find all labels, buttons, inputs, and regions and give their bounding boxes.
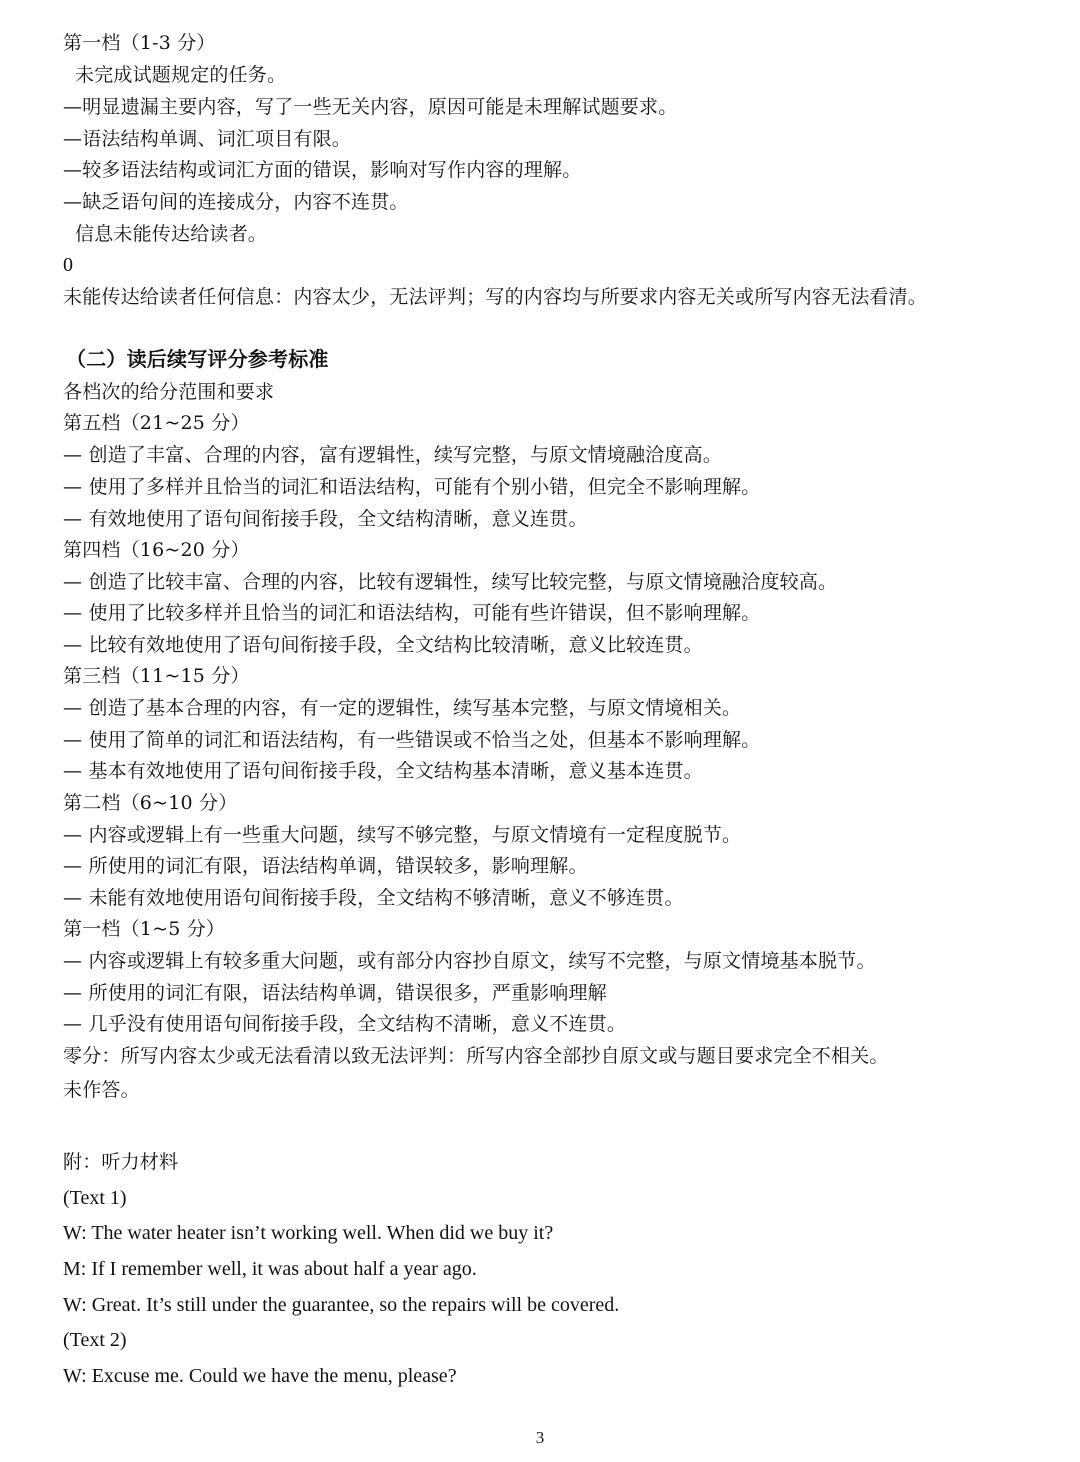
tier4-title: 第四档（16~20 分） [63,539,250,561]
transcript-line: (Text 1) [63,1187,127,1209]
tier5-item: — 创造了丰富、合理的内容，富有逻辑性，续写完整，与原文情境融洽度高。 [63,444,723,466]
tier3-item: — 基本有效地使用了语句间衔接手段，全文结构基本清晰，意义基本连贯。 [63,760,703,782]
tier1-item: —语法结构单调、词汇项目有限。 [63,128,352,150]
tier4-item: — 比较有效地使用了语句间衔接手段，全文结构比较清晰，意义比较连贯。 [63,634,703,656]
tier0-description: 未能传达给读者任何信息：内容太少，无法评判；写的内容均与所要求内容无关或所写内容无法看清。 [63,286,928,308]
tier1-title: 第一档（1-3 分） [63,32,216,54]
tier5-title: 第五档（21~25 分） [63,412,250,434]
tier4-item: — 创造了比较丰富、合理的内容，比较有逻辑性，续写比较完整，与原文情境融洽度较高。 [63,571,838,593]
tier1b-item: — 几乎没有使用语句间衔接手段，全文结构不清晰，意义不连贯。 [63,1013,627,1035]
tier1-item: —明显遗漏主要内容，写了一些无关内容，原因可能是未理解试题要求。 [63,96,678,118]
tier2-item: — 内容或逻辑上有一些重大问题，续写不够完整，与原文情境有一定程度脱节。 [63,824,742,846]
tier1-item: —较多语法结构或词汇方面的错误，影响对写作内容的理解。 [63,159,582,181]
section-subheading: 各档次的给分范围和要求 [63,381,275,403]
no-answer: 未作答。 [63,1079,140,1101]
transcript-line: (Text 2) [63,1329,127,1351]
section-heading: （二）读后续写评分参考标准 [66,347,329,371]
tier1b-title: 第一档（1~5 分） [63,918,226,940]
tier0-title: 0 [63,254,73,276]
appendix-title: 附：听力材料 [63,1151,179,1173]
tier1-item: —缺乏语句间的连接成分，内容不连贯。 [63,191,409,213]
transcript-line: W: Excuse me. Could we have the menu, please? [63,1365,457,1387]
tier1b-item: — 所使用的词汇有限，语法结构单调，错误很多，严重影响理解 [63,982,607,1004]
tier2-item: — 未能有效地使用语句间衔接手段，全文结构不够清晰，意义不够连贯。 [63,887,684,909]
tier3-item: — 使用了简单的词汇和语法结构，有一些错误或不恰当之处，但基本不影响理解。 [63,729,761,751]
tier1-footer: 信息未能传达给读者。 [75,223,268,245]
tier1b-item: — 内容或逻辑上有较多重大问题，或有部分内容抄自原文，续写不完整，与原文情境基本脱节。 [63,950,876,972]
transcript-line: W: The water heater isn’t working well. When did we buy it? [63,1222,554,1244]
tier5-item: — 使用了多样并且恰当的词汇和语法结构，可能有个别小错，但完全不影响理解。 [63,476,761,498]
tier1-summary: 未完成试题规定的任务。 [75,64,287,86]
page-number: 3 [535,1428,545,1447]
transcript-line: M: If I remember well, it was about half a year ago. [63,1258,477,1280]
tier4-item: — 使用了比较多样并且恰当的词汇和语法结构，可能有些许错误，但不影响理解。 [63,602,761,624]
tier2-title: 第二档（6~10 分） [63,792,238,814]
tier3-item: — 创造了基本合理的内容，有一定的逻辑性，续写基本完整，与原文情境相关。 [63,697,742,719]
tier3-title: 第三档（11~15 分） [63,665,250,687]
tier2-item: — 所使用的词汇有限，语法结构单调，错误较多，影响理解。 [63,855,588,877]
transcript-line: W: Great. It’s still under the guarantee, so the repairs will be covered. [63,1294,620,1316]
tier5-item: — 有效地使用了语句间衔接手段，全文结构清晰，意义连贯。 [63,508,588,530]
zero-score-desc: 零分：所写内容太少或无法看清以致无法评判：所写内容全部抄自原文或与题目要求完全不相关。 [63,1045,889,1067]
